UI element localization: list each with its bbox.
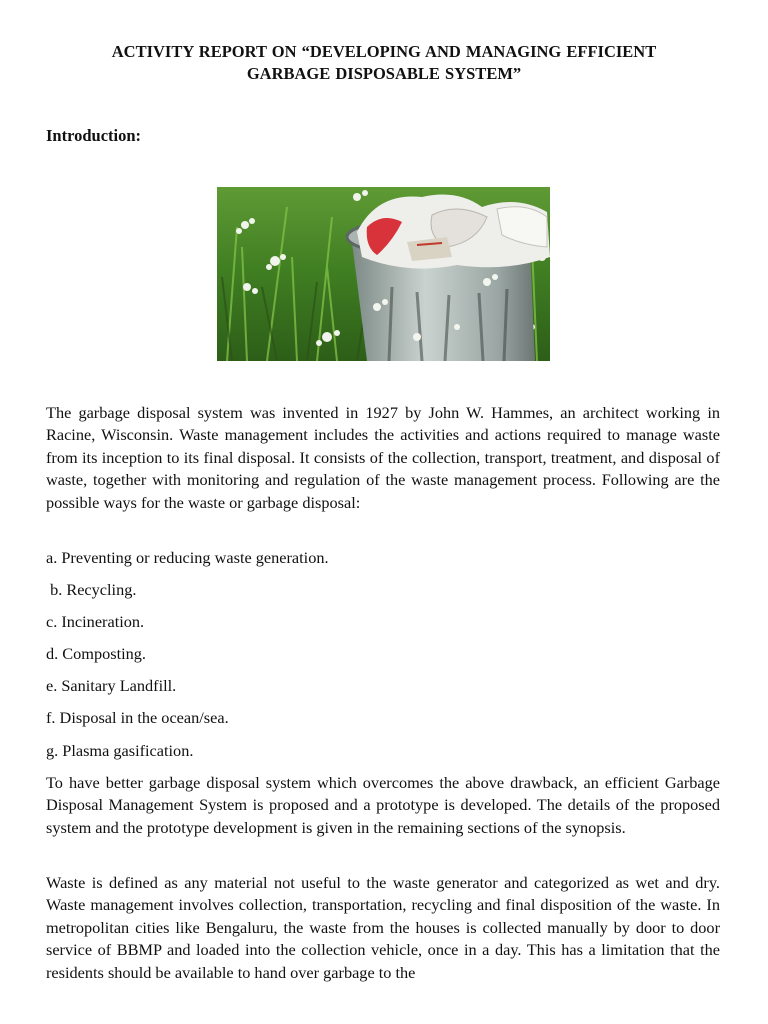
title-line-2: GARBAGE DISPOSABLE SYSTEM” [246,64,522,83]
garbage-bin-photo [217,187,550,361]
paragraph-3: Waste is defined as any material not useful to the waste generator and categorized as wet and dry. Waste management involves collection, transportation, recycling and final disposition of the waste. In metropolitan cities like Bengaluru, the waste from the houses is collected manually by door to door service of BBMP and loaded into the collection vehicle, once in a day. This has a limitation that the residents should be available to hand over garbage to the [46,873,720,982]
list-item-f: f. Disposal in the ocean/sea. [46,708,229,727]
list-item-g: g. Plasma gasification. [46,741,194,760]
list-item-c: c. Incineration. [46,612,145,631]
document-title [46,41,722,85]
introduction-heading: Introduction: [46,126,142,145]
paragraph-1: The garbage disposal system was invented in 1927 by John W. Hammes, an architect working in Racine, Wisconsin. Waste management includes the activities and actions required to manage waste from its inception to its final disposal. It consists of the collection, transport, treatment, and disposal of waste, together with monitoring and regulation of the waste management process. Following are the possible ways for the waste or garbage disposal: [46,403,720,512]
list-item-d: d. Composting. [46,644,146,663]
list-item-a: a. Preventing or reducing waste generation. [46,548,329,567]
list-item-e: e. Sanitary Landfill. [46,676,177,695]
title-line-1: ACTIVITY REPORT ON “DEVELOPING AND MANAGING EFFICIENT [111,42,657,61]
paragraph-2: To have better garbage disposal system which overcomes the above drawback, an efficient Garbage Disposal Management System is proposed and a prototype is developed. The details of the proposed system and the prototype development is given in the remaining sections of the synopsis. [46,773,720,837]
list-item-b: b. Recycling. [46,580,137,599]
